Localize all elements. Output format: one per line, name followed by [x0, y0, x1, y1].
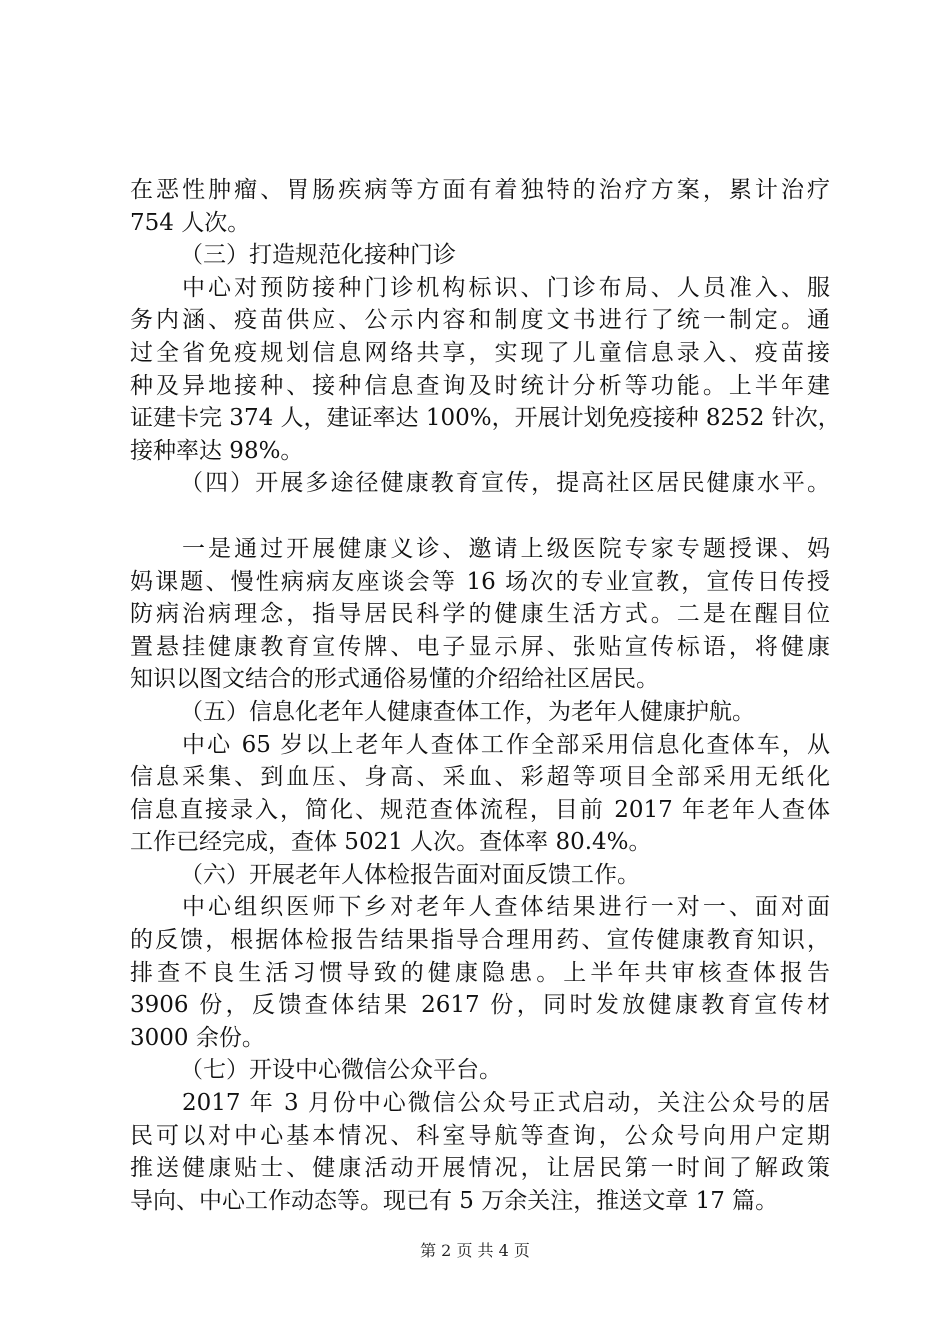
text-line: 导向、中心工作动态等。现已有 5 万余关注，推送文章 17 篇。 [130, 1187, 779, 1214]
text-line: 接种率达 98%。 [130, 437, 304, 464]
text-line: 一是通过开展健康义诊、邀请上级医院专家专题授课、妈 [182, 535, 830, 562]
section-heading: （六）开展老年人体检报告面对面反馈工作。 [180, 861, 640, 888]
text-line: 在恶性肿瘤、胃肠疾病等方面有着独特的治疗方案，累计治疗 [130, 177, 830, 203]
text-line: 证建卡完 374 人，建证率达 100%，开展计划免疫接种 8252 针次， [130, 405, 841, 432]
text-line: 推送健康贴士、健康活动开展情况，让居民第一时间了解政策 [130, 1155, 830, 1182]
text-line: 中心组织医师下乡对老年人查体结果进行一对一、面对面 [182, 894, 830, 921]
text-line: 务内涵、疫苗供应、公示内容和制度文书进行了统一制定。通 [130, 307, 830, 334]
text-line: 置悬挂健康教育宣传牌、电子显示屏、张贴宣传标语，将健康 [130, 633, 830, 660]
text-line: 知识以图文结合的形式通俗易懂的介绍给社区居民。 [130, 666, 659, 693]
text-line: 种及异地接种、接种信息查询及时统计分析等功能。上半年建 [130, 372, 830, 399]
section-heading: （三）打造规范化接种门诊 [180, 242, 456, 269]
text-line: 防病治病理念，指导居民科学的健康生活方式。二是在醒目位 [130, 601, 830, 628]
text-line: 妈课题、慢性病病友座谈会等 16 场次的专业宣教，宣传日传授 [130, 568, 830, 595]
text-line: 工作已经完成，查体 5021 人次。查体率 80.4%。 [130, 829, 652, 856]
section-heading: （五）信息化老年人健康查体工作，为老年人健康护航。 [180, 698, 755, 725]
text-line: 中心对预防接种门诊机构标识、门诊布局、人员准入、服 [182, 274, 830, 301]
paragraph-gap [130, 500, 830, 533]
text-line: 754 人次。 [130, 209, 251, 236]
document-body [130, 174, 841, 1217]
text-line: 民可以对中心基本情况、科室导航等查询，公众号向用户定期 [130, 1122, 830, 1149]
text-line: 3906 份，反馈查体结果 2617 份，同时发放健康教育宣传材 [130, 992, 830, 1019]
text-line: 2017 年 3 月份中心微信公众号正式启动，关注公众号的居 [182, 1090, 830, 1117]
text-line: 中心 65 岁以上老年人查体工作全部采用信息化查体车，从 [182, 731, 830, 758]
page-footer: 第 2 页 共 4 页 [420, 1241, 530, 1260]
text-line: 的反馈，根据体检报告结果指导合理用药、宣传健康教育知识， [130, 927, 830, 954]
text-line: 信息直接录入，简化、规范查体流程，目前 2017 年老年人查体 [130, 796, 830, 823]
text-line: 过全省免疫规划信息网络共享，实现了儿童信息录入、疫苗接 [130, 339, 830, 366]
text-line: 信息采集、到血压、身高、采血、彩超等项目全部采用无纸化 [130, 764, 830, 791]
text-line: 排查不良生活习惯导致的健康隐患。上半年共审核查体报告 [130, 959, 830, 986]
section-heading: （七）开设中心微信公众平台。 [180, 1057, 502, 1084]
text-line: 3000 余份。 [130, 1024, 265, 1051]
section-heading: （四）开展多途径健康教育宣传，提高社区居民健康水平。 [180, 470, 830, 497]
